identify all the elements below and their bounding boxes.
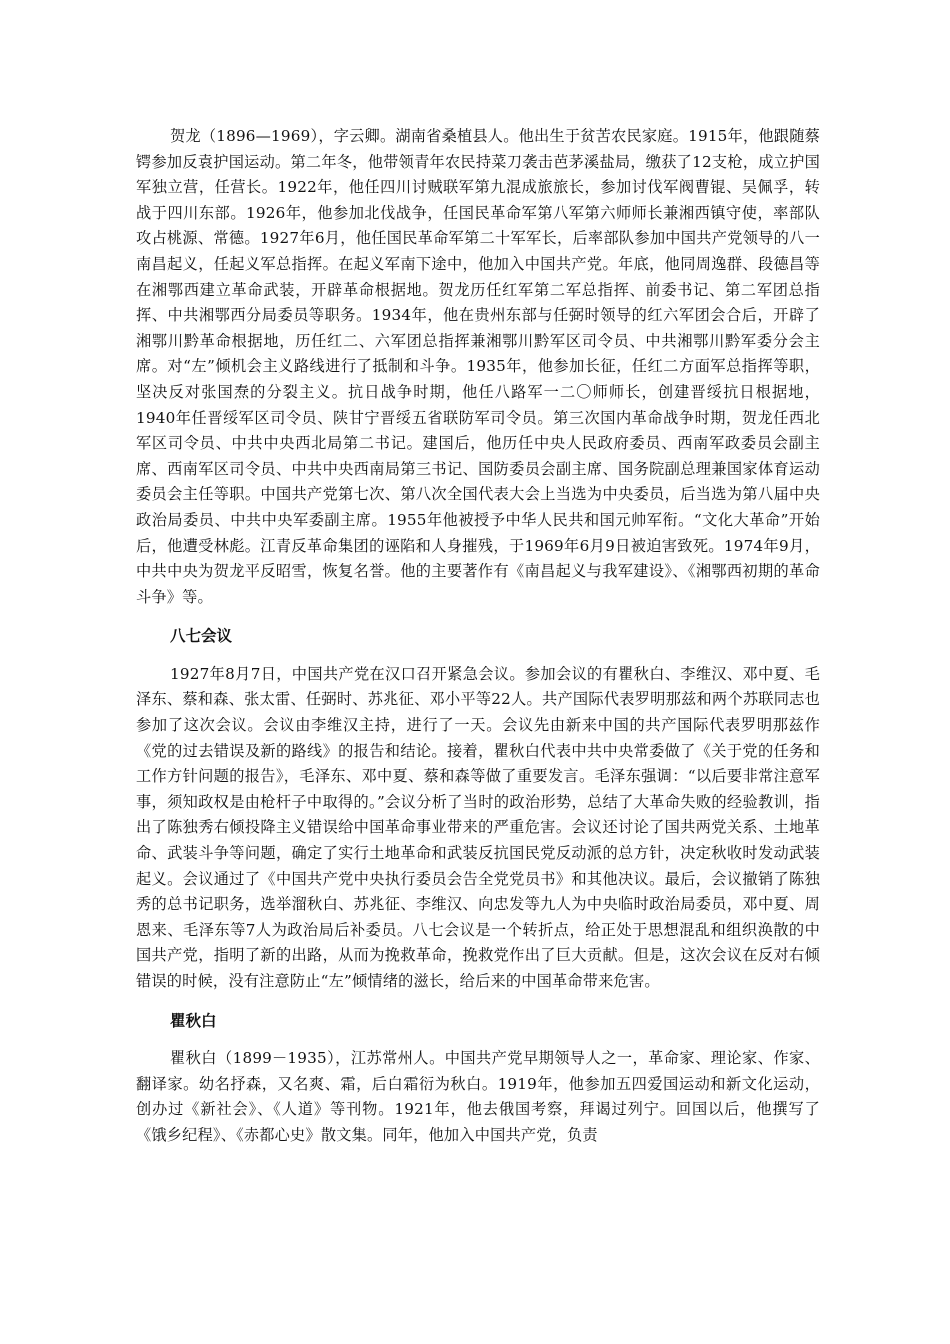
section-heading-bayi-meeting: 八七会议 — [170, 627, 233, 646]
he-long-paragraph: 贺龙（1896—1969），字云卿。湖南省桑植县人。他出生于贫苦农民家庭。1915年，他跟随蔡锷参加反袁护国运动。第二年冬，他带领青年农民持菜刀袭击芭茅溪盐局，缴获了12支枪，成立护国军独立营，任营长。1922年，他任四川讨贼联军第九混成旅旅长，参加讨伐军阀曹锟、吴佩孚，转战于四川东部。1926年，他参加北伐战争，任国民革命军第八军第六师师长兼湘西镇守使，率部队攻占桃源、常德。1927年6月，他任国民革命军第二十军军长，后率部队参加中国共产党领导的八一南昌起义，任起义军总指挥。在起义军南下途中，他加入中国共产党。年底，他同周逸群、段德昌等在湘鄂西建立革命武装，开辟革命根据地。贺龙历任红军第二军总指挥、前委书记、第二军团总指挥、中共湘鄂西分局委员等职务。1934年，他在贵州东部与任弼时领导的红六军团会合后，开辟了湘鄂川黔革命根据地，历任红二、六军团总指挥兼湘鄂川黔军区司令员、中共湘鄂川黔军委分会主席。对“左”倾机会主义路线进行了抵制和斗争。1935年，他参加长征，任红二方面军总指挥等职，坚决反对张国焘的分裂主义。抗日战争时期，他任八路军一二〇师师长，创建晋绥抗日根据地，1940年任晋绥军区司令员、陕甘宁晋绥五省联防军司令员。第三次国内革命战争时期，贺龙任西北军区司令员、中共中央西北局第二书记。建国后，他历任中央人民政府委员、西南军政委员会副主席、西南军区司令员、中共中央西南局第三书记、国防委员会副主席、国务院副总理兼国家体育运动委员会主任等职。中国共产党第七次、第八次全国代表大会上当选为中央委员，后当选为第八届中央政治局委员、中共中央军委副主席。1955年他被授予中华人民共和国元帅军衔。“文化大革命”开始后，他遭受林彪。江青反革命集团的诬陷和人身摧残，于1969年6月9日被迫害致死。1974年9月，中共中央为贺龙平反昭雪，恢复名誉。他的主要著作有《南昌起义与我军建设》、《湘鄂西初期的革命斗争》等。 — [136, 127, 820, 606]
document-page — [136, 124, 820, 1149]
spacer — [136, 995, 820, 1009]
spacer — [136, 610, 820, 624]
spacer — [136, 650, 820, 662]
section-heading-qu-qiubai: 瞿秋白 — [170, 1011, 217, 1030]
spacer — [136, 1034, 820, 1046]
qu-qiubai-paragraph: 瞿秋白（1899－1935），江苏常州人。中国共产党早期领导人之一，革命家、理论家、作家、翻译家。幼名抒森，又名爽、霜，后白霜衍为秋白。1919年，他参加五四爱国运动和新文化运动，创办过《新社会》、《人道》等刊物。1921年，他去俄国考察，拜谒过列宁。回国以后，他撰写了《饿乡纪程》、《赤都心史》散文集。同年，他加入中国共产党，负责 — [136, 1049, 820, 1144]
bayi-meeting-paragraph: 1927年8月7日，中国共产党在汉口召开紧急会议。参加会议的有瞿秋白、李维汉、邓中夏、毛泽东、蔡和森、张太雷、任弼时、苏兆征、邓小平等22人。共产国际代表罗明那兹和两个苏联同志也参加了这次会议。会议由李维汉主持，进行了一天。会议先由新来中国的共产国际代表罗明那兹作《党的过去错误及新的路线》的报告和结论。接着，瞿秋白代表中共中央常委做了《关于党的任务和工作方针问题的报告》，毛泽东、邓中夏、蔡和森等做了重要发言。毛泽东强调：“以后要非常注意军事，须知政权是由枪杆子中取得的。”会议分析了当时的政治形势，总结了大革命失败的经验教训，指出了陈独秀右倾投降主义错误给中国革命事业带来的严重危害。会议还讨论了国共两党关系、土地革命、武装斗争等问题，确定了实行土地革命和武装反抗国民党反动派的总方针，决定秋收时发动武装起义。会议通过了《中国共产党中央执行委员会告全党党员书》和其他决议。最后，会议撤销了陈独秀的总书记职务，选举溜秋白、苏兆征、李维汉、向忠发等九人为中央临时政治局委员，邓中夏、周恩来、毛泽东等7人为政治局后补委员。八七会议是一个转折点，给正处于思想混乱和组织涣散的中国共产党，指明了新的出路，从而为挽救革命，挽救党作出了巨大贡献。但是，这次会议在反对右倾错误的时候，没有注意防止“左”倾情绪的滋长，给后来的中国革命带来危害。 — [136, 664, 820, 990]
